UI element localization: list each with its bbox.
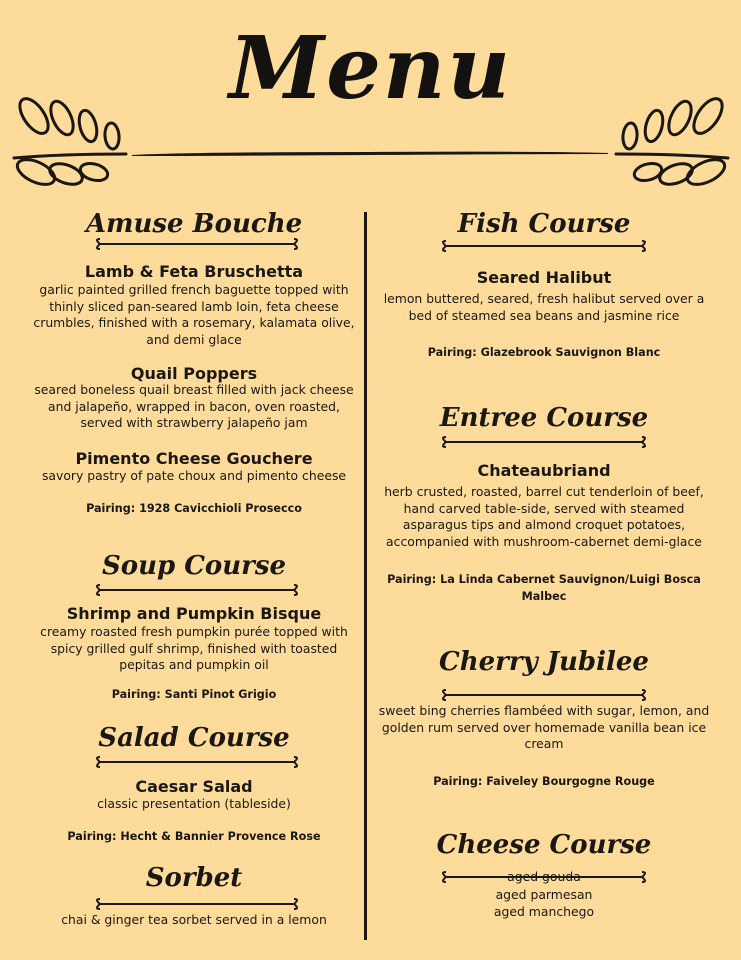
dish-description: lemon buttered, seared, fresh halibut served over a bed of steamed sea beans and jasmine rice [383, 291, 705, 323]
swash-divider [438, 240, 650, 252]
dish-description: garlic painted grilled french baguette topped with thinly sliced pan-seared lamb loin, feta cheese crumbles, finished with a rosemary, kalamata olive, and demi glace [33, 282, 355, 347]
dish-name: Lamb & Feta Bruschetta [84, 262, 304, 281]
dish-name: Caesar Salad [135, 777, 253, 796]
swash-divider [438, 689, 650, 701]
section-title-entree: Entree Course [439, 403, 649, 433]
cheese-item: aged gouda [507, 869, 581, 884]
dish-description: sweet bing cherries flambéed with sugar, lemon, and golden rum served over homemade vanilla bean ice cream [378, 703, 710, 752]
swash-divider [92, 584, 302, 596]
section-title-cheese: Cheese Course [436, 830, 652, 860]
dish-description: creamy roasted fresh pumpkin purée topped with spicy grilled gulf shrimp, finished with toasted pepitas and pumpkin oil [40, 624, 348, 673]
wine-pairing: Pairing: Glazebrook Sauvignon Blanc [427, 346, 661, 359]
wine-pairing: Pairing: Faiveley Bourgogne Rouge [433, 775, 655, 788]
wine-pairing: Pairing: 1928 Cavicchioli Prosecco [86, 502, 302, 515]
section-title-amuse: Amuse Bouche [85, 209, 303, 239]
dish-description: savory pastry of pate choux and pimento cheese [41, 468, 347, 483]
dish-description: chai & ginger tea sorbet served in a lemon [61, 912, 327, 927]
wine-pairing: Pairing: Santi Pinot Grigio [111, 688, 277, 701]
column-divider [364, 212, 367, 940]
section-title-salad: Salad Course [98, 723, 290, 753]
section-title-soup: Soup Course [101, 551, 287, 581]
cheese-item: aged parmesan [495, 887, 593, 902]
dish-name: Quail Poppers [130, 364, 258, 383]
cheese-item: aged manchego [493, 904, 595, 919]
dish-name: Seared Halibut [476, 268, 612, 287]
section-title-fish: Fish Course [457, 209, 631, 239]
swash-divider [92, 898, 302, 910]
dish-name: Shrimp and Pumpkin Bisque [66, 604, 322, 623]
swash-divider [92, 238, 302, 250]
title-underline [132, 149, 608, 157]
dish-description: herb crusted, roasted, barrel cut tenderloin of beef, hand carved table-side, served with steamed asparagus tips and almond croquet potatoes, accompanied with mushroom-cabernet demi-glace [384, 484, 704, 549]
wine-pairing: Pairing: La Linda Cabernet Sauvignon/Luigi Bosca Malbec [387, 573, 701, 603]
menu-title: Menu [229, 18, 512, 119]
swash-divider [438, 436, 650, 448]
dish-description: seared boneless quail breast filled with jack cheese and jalapeño, wrapped in bacon, oven roasted, served with strawberry jalapeño jam [34, 382, 354, 431]
section-title-dessert: Cherry Jubilee [439, 647, 649, 677]
dish-name: Pimento Cheese Gouchere [75, 449, 313, 468]
swash-divider [92, 756, 302, 768]
section-title-sorbet: Sorbet [145, 863, 243, 893]
dish-name: Chateaubriand [477, 461, 611, 480]
wine-pairing: Pairing: Hecht & Bannier Provence Rose [67, 830, 321, 843]
dish-description: classic presentation (tableside) [97, 796, 291, 811]
